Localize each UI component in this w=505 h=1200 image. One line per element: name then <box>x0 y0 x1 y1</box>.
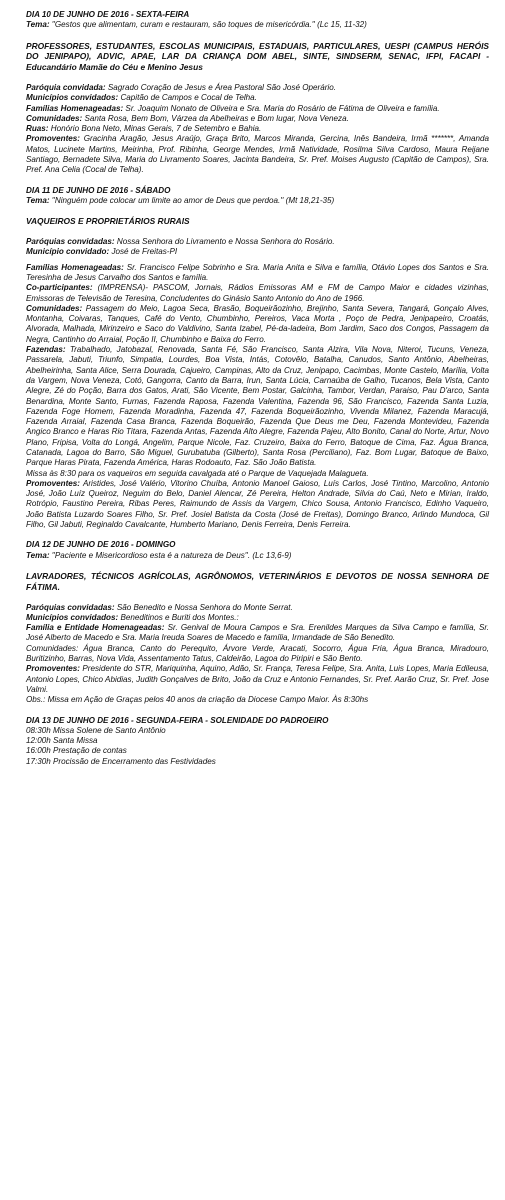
day10-municipios-label: Municípios convidados: <box>26 93 119 103</box>
day10-municipios-text: Capitão de Campos e Cocal de Telha. <box>120 93 257 103</box>
day12-promoventes <box>26 664 489 695</box>
day10-promoventes <box>26 134 489 175</box>
day10-paroquia <box>26 83 489 93</box>
day12-familia-label: Família e Entidade Homenageadas: <box>26 623 165 633</box>
day10-ruas-text: Honório Bona Neto, Minas Gerais, 7 de Setembro e Bahia. <box>50 124 262 134</box>
day11-fazendas-label: Fazendas: <box>26 345 66 355</box>
day12-title: DIA 12 DE JUNHO DE 2016 - DOMINGO <box>26 540 176 550</box>
day11-comunidades-text: Passagem do Meio, Lagoa Seca, Brasão, Boqueirãozinho, Brejinho, Santa Severa, Tangará, Gonçalo Alves, Montanha, Coivaras, Tanques, Café do Vento, Chumbinho, Pereiros, Vaca Morta , Poço de Pedra, Jenipapeiro, Croatás, Alvorada, Malhada, Mirinzeiro e Saco do Valdivino, Santa Izabel, Pé-da-ladeira, Bom Jardim, Saco dos Congos, Passagem da Negra, Cantinho do Arraial, Poção II, Chumbinho e Baixa do Ferro. <box>26 303 490 344</box>
day10-comunidades <box>26 114 489 124</box>
day10-ruas <box>26 124 489 134</box>
day11-tema-text: ''Ninguém pode colocar um limite ao amor de Deus que perdoa.'' (Mt 18,21-35) <box>51 195 335 205</box>
day12-comunidades: Comunidades: Água Branca, Canto do Perequito, Árvore Verde, Aracati, Socorro, Água Fria, Água Branca, Miradouro, Buritizinho, Barras, Nova Vida, Assentamento Tatus, Caldeirão, Lagoa do Piripiri e São Bento. <box>26 643 489 664</box>
day11-familias <box>26 263 489 284</box>
day10-municipios <box>26 93 489 103</box>
day12-promoventes-text: Presidente do STR, Mariquinha, Aquino, Adão, Sr. França, Teresa Felipe, Sra. Anita, Luis Lopes, Maria Edileusa, Antonio Lopes, Chico Abidias, Judith Gonçalves de Brito, João da Cruz e Antonio Fernandes, Sr. Pref. Aarão Cruz, Sr. Pref. Jose Valmi. <box>26 664 489 694</box>
day12-paroquias-text: São Benedito e Nossa Senhora do Monte Serrat. <box>116 602 293 612</box>
day13-schedule-item: 12:00h Santa Missa <box>26 736 98 746</box>
day12-municipios-label: Municípios convidados: <box>26 612 119 622</box>
day10-familias-label: Famílias Homenageadas: <box>26 103 124 113</box>
day10-comunidades-text: Santa Rosa, Bem Bom, Várzea da Abelheiras e Bom lugar, Nova Veneza. <box>84 113 349 123</box>
day10-promoventes-text: Gracinha Aragão, Jesus Araújo, Graça Brito, Marcos Miranda, Gercina, Inês Bandeira, Irmã *******, Amanda Matos, Lucinete Martins, Meirinha, Prof. Ribinha, George Mendes, Irmã Natividade, Rosilma Silva Cardoso, Maura Reijane Santiago, Bernadete Silva, Maria do Livramento Soares, Jacinta Bandeira, Sr. Pref. Moises Augusto (Capitão de Campos), Sra. Pref. Ana Celia (Cocal de Telha). <box>26 134 489 175</box>
day10-comunidades-label: Comunidades: <box>26 113 83 123</box>
day11-municipio-text: José de Freitas-PI <box>111 247 178 257</box>
day11-promoventes-label: Promoventes: <box>26 478 80 488</box>
day11-familias-label: Famílias Homenageadas: <box>26 262 124 272</box>
day10-promoventes-label: Promoventes: <box>26 134 80 144</box>
day11-municipio-label: Município convidado: <box>26 247 110 257</box>
day13-schedule-item: 16:00h Prestação de contas <box>26 746 127 756</box>
day11-groups: VAQUEIROS E PROPRIETÁRIOS RURAIS <box>26 216 190 227</box>
day10-tema-text: ''Gestos que alimentam, curam e restauram, são toques de misericórdia.'' (Lc 15, 11-32) <box>51 20 367 30</box>
day12-groups: LAVRADORES, TÉCNICOS AGRÍCOLAS, AGRÔNOMOS, VETERINÁRIOS E DEVOTOS DE NOSSA SENHORA DE FÁTIMA. <box>26 570 489 592</box>
day10-paroquia-text: Sagrado Coração de Jesus e Área Pastoral São José Operário. <box>107 82 336 92</box>
day12-paroquias <box>26 603 489 613</box>
day10-tema <box>26 20 489 30</box>
day11-promoventes-text: Aristides, José Valério, Vitorino Chuíba, Antonio Manoel Gaioso, Luís Carlos, José Tintino, Marcolino, Antonio José, João Luíz Queiroz, Neguim do Belo, Daniel Alencar, Zé Pereira, Helton Andrade, Silvia do Caú, Neto e Mirian, Iraldo, Rotrópio, Faustino Pereira, Ribas Peres, Raimundo de Assis da Vargem, Chico Sousa, Antonio Francisco, Edinho Vaqueiro, João Batista Luzardo Soares Filho, Sr. Pref. Josiel Batista da Costa (José de Freitas), Domingo Branco, Arlindo Mundoca, Gil Filho, Gil Jabuti, Reginaldo Cavalcante, Humberto Mariano, Denis Ferreira, Denis Ferreira. <box>26 478 490 530</box>
day10-paroquia-label: Paróquia convidada: <box>26 82 106 92</box>
day12-familia-text: Sr. Genival de Moura Campos e Sra. Erenildes Marques da Silva Campo e família, Sr. José Alberto de Macedo e Sra. Maria Ireuda Soares de Macedo e família, Irmandade de São Benedito. <box>26 623 489 643</box>
day12-tema-label: Tema: <box>26 550 50 560</box>
day11-familias-text: Sr. Francisco Felipe Sobrinho e Sra. Maria Anita e Silva e família, Otávio Lopes dos Santos e Sra. Teresinha de Jesus Carvalho dos Santos e família. <box>26 262 489 282</box>
day12-municipios <box>26 613 489 623</box>
day12-obs: Obs.: Missa em Ação de Graças pelos 40 anos da criação da Diocese Campo Maior. Às 8:30hs <box>26 695 369 705</box>
day11-title: DIA 11 DE JUNHO DE 2016 - SÁBADO <box>26 185 171 195</box>
day12-familia <box>26 623 489 644</box>
day12-promoventes-label: Promoventes: <box>26 664 80 674</box>
day11-promoventes <box>26 479 489 530</box>
day11-municipio <box>26 247 489 257</box>
day11-coparticipantes-label: Co-participantes: <box>26 283 93 293</box>
day11-comunidades <box>26 304 489 345</box>
day11-fazendas <box>26 345 489 469</box>
day13-schedule-item: 08:30h Missa Solene de Santo Antônio <box>26 725 166 735</box>
day11-comunidades-label: Comunidades: <box>26 303 83 313</box>
day12-tema-text: ''Paciente e Misericordioso esta é a natureza de Deus''. (Lc 13,6-9) <box>51 550 292 560</box>
day11-fazendas-text: Trabalhado, Jatobazal, Renovada, Santa Fé, São Francisco, Santa Alzira, Vila Nova, Niteroi, Tucuns, Veneza, Passarela, Jabuti, Triunfo, Simpatia, Lourdes, Boa Vista, Intás, Cotovêlo, Batalha, Canudos, Santo Antônio, Abelheiras, Abelheirinha, Santa Alice, Serra Dourada, Cajueiro, Campinas, Alto da Cruz, Jenipapo, Cacimbas, Monte Castelo, Marília, Volta da Vargem, Nova Veneza, Cotó, Gangorra, Canto da Barra, Irun, Santa Lúcia, Carnaúba de Galho, Tucanos, Bela Vista, Canto Alegre, Zé do Poção, Barra dos Gatos, Arati, São Vicente, Bem Postar, Galcinha, Tambor, Verdan, Paraiso, Pau D'arco, Santa Benardina, Monte Santo, Furnas, Fazenda Raposa, Fazenda Valentina, Fazenda 96, São Francisco, Fazenda Santa Luzia, Fazenda Foge Homem, Fazenda Moradinha, Fazenda 47, Fazenda Boqueirãozinho, Vivenda Milanez, Fazenda Maracujá, Fazenda Arraial, Fazenda Casa Branca, Fazenda Boqueirão, Fazenda Que Deus me Deu, Fazenda Montevideu, Fazenda Angico Branco e Haras Rio Titara, Fazenda Antas, Fazenda Alto Alegre, Fazenda Pajeu, Alto Bonito, Canal do Norte, Artur, Novo Plano, Fripisa, Volta do Longá, Angelim, Parque Nicole, Faz. Cruzeiro, Baixa do Ferro, Batoque de Cima, Faz. Água Branca, Catanada, Lagoa do Barro, São Miguel, Gurubatuba (Gilberto), Santa Rosa (Perciliano), Faz. Bom Lugar, Batoque de Baixo, Parque Haras Pirata, Fazenda América, Haras Rodoauto, Faz. São João Batista. <box>26 345 490 468</box>
day13-title: DIA 13 DE JUNHO DE 2016 - SEGUNDA-FEIRA - SOLENIDADE DO PADROEIRO <box>26 715 329 725</box>
day10-tema-label: Tema: <box>26 20 50 30</box>
day11-tema-label: Tema: <box>26 195 50 205</box>
day11-coparticipantes <box>26 283 489 304</box>
day11-coparticipantes-text: (IMPRENSA)- PASCOM, Jornais, Rádios Emissoras AM e FM de Campo Maior e cidades vizinhas, Emissoras de Televisão de Teresina, Concludentes do Ginásio Santo Antonio do Ano de 1966. <box>26 283 489 303</box>
day12-municipios-text: Beneditinos e Buriti dos Montes.: <box>120 612 239 622</box>
day10-groups: PROFESSORES, ESTUDANTES, ESCOLAS MUNICIPAIS, ESTADUAIS, PARTICULARES, UESPI (CAMPUS HERÓIS DO JENIPAPO), ADVIC, APAE, LAR DA CRIANÇA DOM ABEL, SINTE, SINDSERM, SENAC, IFPI, FACAPI - Educandário Mamãe do Céu e Menino Jesus <box>26 40 489 73</box>
day12-tema <box>26 551 489 561</box>
day11-missa: Missa às 8:30 para os vaqueiros em seguida cavalgada até o Parque de Vaquejada Malagueta. <box>26 468 369 478</box>
day10-familias-text: Sr. Joaquim Nonato de Oliveira e Sra. Maria do Rosário de Fátima de Oliveira e família. <box>125 103 440 113</box>
day13-schedule-item: 17:30h Procissão de Encerramento das Festividades <box>26 756 216 766</box>
day11-paroquias-text: Nossa Senhora do Livramento e Nossa Senhora do Rosário. <box>116 237 335 247</box>
day10-title: DIA 10 DE JUNHO DE 2016 - SEXTA-FEIRA <box>26 10 190 19</box>
day12-paroquias-label: Paróquias convidadas: <box>26 602 115 612</box>
day10-ruas-label: Ruas: <box>26 124 49 134</box>
day11-paroquias <box>26 237 489 247</box>
day11-tema <box>26 196 489 206</box>
day11-paroquias-label: Paróquias convidadas: <box>26 237 115 247</box>
day10-familias <box>26 104 489 114</box>
